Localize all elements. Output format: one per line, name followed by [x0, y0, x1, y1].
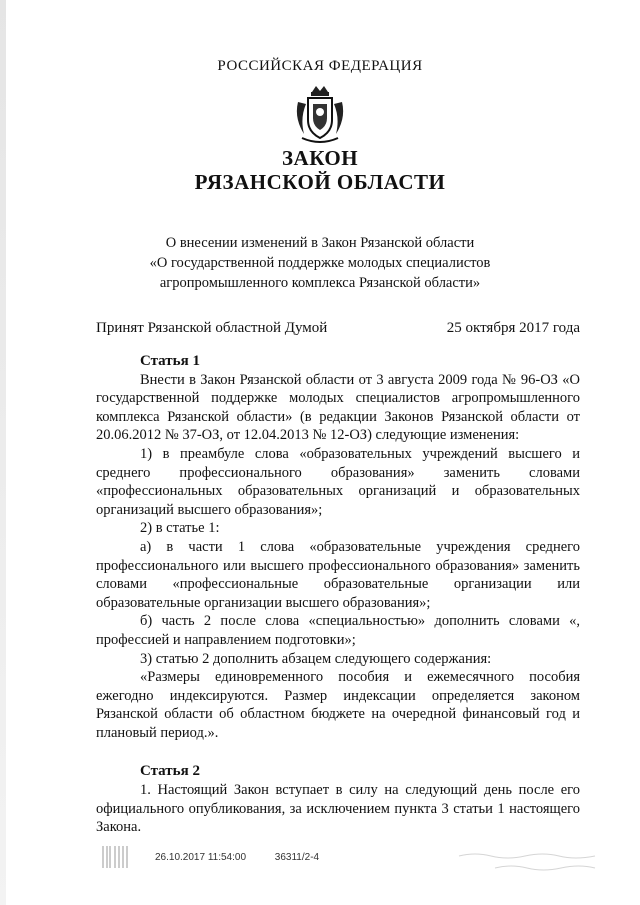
article-1-item-2b: б) часть 2 после слова «специальностью» дополнить словами «, профессией и направлением подготовки»; [96, 613, 580, 648]
law-word: ЗАКОН [281, 146, 359, 170]
faded-stamp-icon [455, 848, 605, 876]
article-1-quote: «Размеры единовременного пособия и ежемесячного пособия ежегодно индексируются. Размер индексации определяется законом Рязанской области об областном бюджете на очередной финансовый год и плановый период.». [96, 669, 580, 741]
article-1-intro: Внести в Закон Рязанской области от 3 августа 2009 года № 96-ОЗ «О государственной поддержке молодых специалистов агропромышленного комплекса Рязанской области» (в редакции Законов Рязанской области от 20.06.2012 № 37-ОЗ, от 12.04.2013 № 12-ОЗ) следующие изменения: [96, 371, 580, 444]
article-1-item-2a: а) в части 1 слова «образовательные учреждения среднего профессионального или высшего профессионального образования» заменить словами «профессиональные образовательные организации или образовательные организации высшего образования»; [96, 538, 580, 611]
article-1-item-1: 1) в преамбуле слова «образовательных учреждений высшего и среднего профессионального образования» заменить словами «профессиональных образовательных организаций и образовательных организаций высшего образования»; [96, 445, 580, 518]
article-2-para-1: 1. Настоящий Закон вступает в силу на следующий день после его официального опубликования, за исключением пункта 3 статьи 1 настоящего Закона. [96, 782, 580, 836]
article-1-item-3: 3) статью 2 дополнить абзацем следующего содержания: [140, 650, 492, 667]
article-1-item-2: 2) в статье 1: [140, 520, 220, 537]
document-footer [155, 852, 345, 863]
subject-line-1: О внесении изменений в Закон Рязанской области [165, 235, 475, 251]
article-1-heading: Статья 1 [140, 353, 200, 369]
coat-of-arms-icon [290, 82, 350, 146]
subject-line-2: «О государственной поддержке молодых специалистов [149, 255, 491, 271]
footer-doc-number: 36311/2-4 [274, 852, 320, 863]
footer-timestamp: 26.10.2017 11:54:00 [155, 852, 247, 863]
barcode-icon [100, 844, 130, 870]
region-name: РЯЗАНСКОЙ ОБЛАСТИ [194, 170, 446, 194]
country-heading: РОССИЙСКАЯ ФЕДЕРАЦИЯ [217, 58, 423, 74]
law-subject [0, 233, 640, 293]
law-title [0, 146, 640, 194]
law-body [96, 352, 580, 837]
subject-line-3: агропромышленного комплекса Рязанской области» [159, 275, 481, 291]
scan-edge [0, 0, 6, 905]
article-2-heading: Статья 2 [140, 763, 200, 780]
adopted-by: Принят Рязанской областной Думой [96, 320, 328, 336]
adoption-date: 25 октября 2017 года [446, 320, 580, 336]
